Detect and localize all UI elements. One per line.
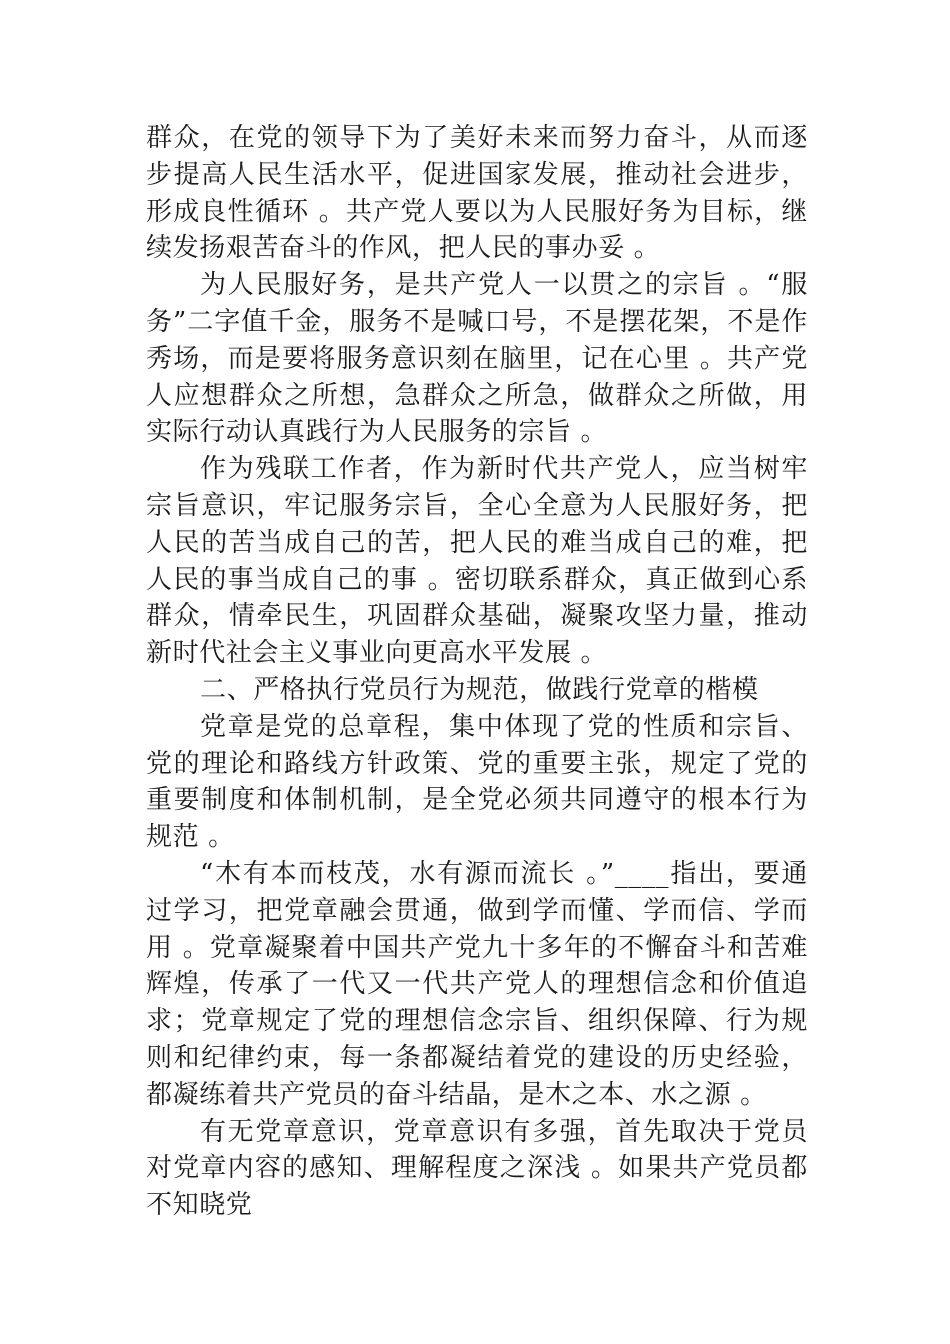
paragraph-5: “木有本而枝茂，水有源而流长 。”____指出，要通过学习，把党章融会贯通，做到学而懂、学而信、学而用 。党章凝聚着中国共产党九十多年的不懈奋斗和苦难辉煌，传承了一代又一代共产党人的理想信念和价值追求；党章规定了党的理想信念宗旨、组织保障、行为规则和纪律约束，每一条都凝结着党的建设的历史经验，都凝练着共产党员的奋斗结晶，是木之本、水之源 。 xyxy=(146,858,808,1110)
paragraph-2: 为人民服好务，是共产党人一以贯之的宗旨 。“服务”二字值千金，服务不是喊口号，不是摆花架，不是作秀场，而是要将服务意识刻在脑里，记在心里 。共产党人应想群众之所想，急群众之所急，做群众之所做，用实际行动认真践行为人民服务的宗旨 。 xyxy=(146,270,808,448)
paragraph-6: 有无党章意识，党章意识有多强，首先取决于党员对党章内容的感知、理解程度之深浅 。如果共产党员都不知晓党 xyxy=(146,1116,808,1221)
document-body xyxy=(146,120,808,1224)
paragraph-4: 党章是党的总章程，集中体现了党的性质和宗旨、党的理论和路线方针政策、党的重要主张，规定了党的重要制度和体制机制，是全党必须共同遵守的根本行为规范 。 xyxy=(146,711,808,853)
section-heading: 二、严格执行党员行为规范，做践行党章的楷模 xyxy=(200,674,759,705)
paragraph-1: 群众，在党的领导下为了美好未来而努力奋斗，从而逐步提高人民生活水平，促进国家发展，推动社会进步，形成良性循环 。共产党人要以为人民服好务为目标，继续发扬艰苦奋斗的作风，把人民的事办妥 。 xyxy=(146,123,808,264)
paragraph-3: 作为残联工作者，作为新时代共产党人，应当树牢宗旨意识，牢记服务宗旨，全心全意为人民服好务，把人民的苦当成自己的苦，把人民的难当成自己的难，把人民的事当成自己的事 。密切联系群众，真正做到心系群众，情牵民生，巩固群众基础，凝聚攻坚力量，推动新时代社会主义事业向更高水平发展 。 xyxy=(146,454,808,669)
